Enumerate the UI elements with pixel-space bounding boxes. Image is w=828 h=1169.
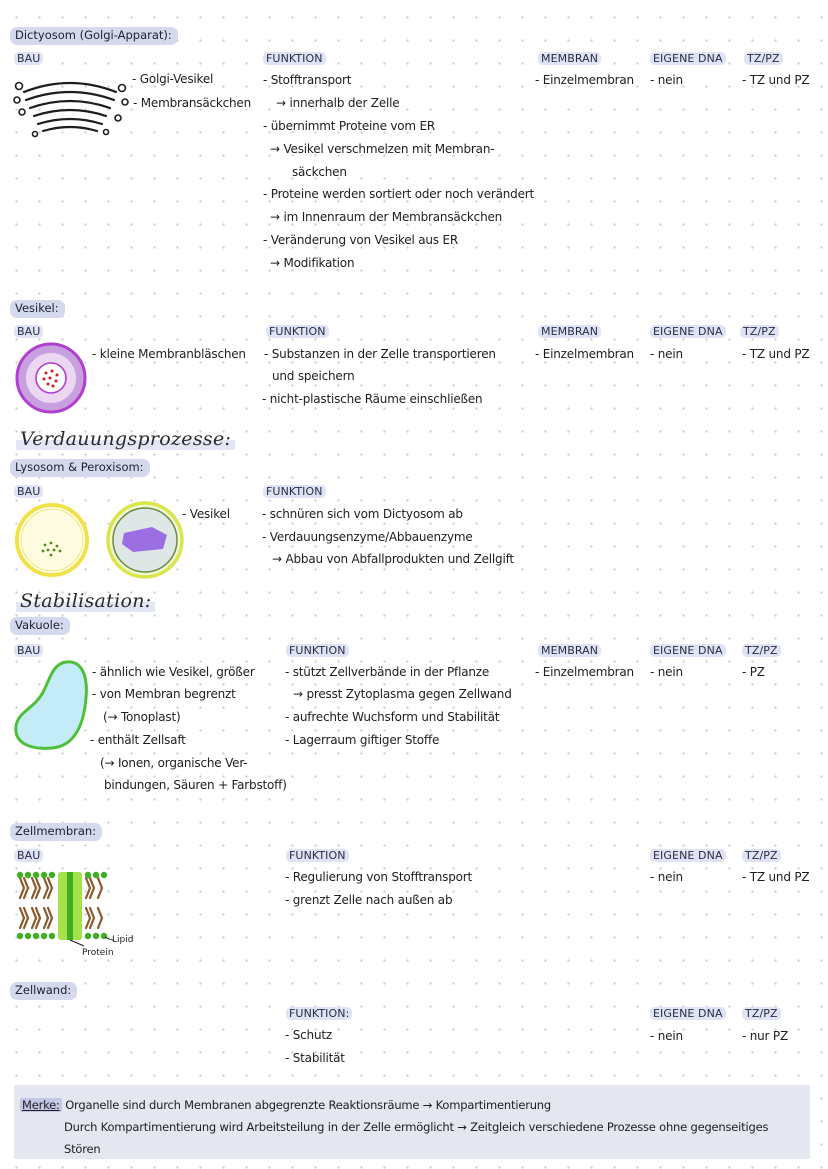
membran-header: MEMBRAN [538,644,601,658]
vakuole-bau-line: bindungen, Säuren + Farbstoff) [104,778,287,792]
vesikel-membran-value: - Einzelmembran [535,347,634,361]
vesikel-illustration [14,343,90,413]
vakuole-bau-line: - enthält Zellsaft [90,733,186,747]
vakuole-illustration [12,658,92,752]
zellwand-funktion-line: - Schutz [285,1028,332,1042]
dictyosom-funktion-line: - Proteine werden sortiert oder noch verändert [263,187,535,201]
tz-header: TZ/PZ [742,1007,781,1021]
lysosom-illustration [14,503,92,577]
bau-header: BAU [14,325,43,339]
funktion-header: FUNKTION [263,485,326,499]
zellmembran-funktion-line: - Regulierung von Stofftransport [285,870,472,884]
zellwand-dna-value: - nein [650,1029,683,1043]
peroxisom-illustration [105,501,187,579]
bau-header: BAU [14,52,43,66]
golgi-illustration [10,68,135,143]
section-title-dictyosom: Dictyosom (Golgi-Apparat): [10,27,178,45]
membran-header: MEMBRAN [538,325,601,339]
heading-verdauungsprozesse: Verdauungsprozesse: [16,428,235,450]
vakuole-bau-line: (→ Tonoplast) [103,710,181,724]
verdauung-funktion-line: - schnüren sich vom Dictyosom ab [262,507,463,521]
section-title-vakuole: Vakuole: [10,617,70,635]
dictyosom-funktion-line: → im Innenraum der Membransäckchen [270,210,503,224]
verdauung-funktion-line: → Abbau von Abfallprodukten und Zellgift [272,552,514,566]
section-title-vesikel: Vesikel: [10,300,65,318]
zellmembran-dna-value: - nein [650,870,683,884]
vesikel-funktion-line: - nicht-plastische Räume einschließen [262,392,483,406]
vakuole-bau-line: (→ Ionen, organische Ver- [100,756,248,770]
label-membransaeckchen: - Membransäckchen [133,96,252,110]
dna-header: EIGENE DNA [650,644,726,658]
vakuole-funktion-line: - stützt Zellverbände in der Pflanze [285,665,490,679]
zellwand-funktion-line: - Stabilität [285,1051,345,1065]
section-title-zellmembran: Zellmembran: [10,823,102,841]
funktion-header: FUNKTION [263,52,326,66]
dictyosom-funktion-line: → Modifikation [270,256,355,270]
funktion-header: FUNKTION [286,849,349,863]
tz-header: TZ/PZ [742,644,781,658]
dictyosom-membran-value: - Einzelmembran [535,73,634,87]
dictyosom-funktion-line: - übernimmt Proteine vom ER [263,119,436,133]
merke-line-3: Stören [64,1142,101,1156]
merke-text-1: Organelle sind durch Membranen abgegrenzte Reaktionsräume → Kompartimentierung [65,1098,551,1112]
label-protein: Protein [82,948,114,958]
vesikel-funktion-line: - Substanzen in der Zelle transportieren [264,347,496,361]
dictyosom-funktion-line: - Veränderung von Vesikel aus ER [263,233,458,247]
vesikel-tz-value: - TZ und PZ [742,347,810,361]
dictyosom-funktion-line: - Stofftransport [263,73,352,87]
dictyosom-dna-value: - nein [650,73,683,87]
vesikel-funktion-line: und speichern [272,369,355,383]
dna-header: EIGENE DNA [650,52,726,66]
vakuole-funktion-line: - aufrechte Wuchsform und Stabilität [285,710,500,724]
label-lipid: Lipid [112,935,134,945]
vakuole-bau-line: - ähnlich wie Vesikel, größer [92,665,255,679]
merke-label: Merke: [22,1098,60,1112]
vakuole-membran-value: - Einzelmembran [535,665,634,679]
dictyosom-tz-value: - TZ und PZ [742,73,810,87]
dna-header: EIGENE DNA [650,325,726,339]
dictyosom-funktion-line: säckchen [292,165,347,179]
zellmembran-funktion-line: - grenzt Zelle nach außen ab [285,893,453,907]
tz-header: TZ/PZ [744,52,783,66]
section-title-zellwand: Zellwand: [10,982,77,1000]
tz-header: TZ/PZ [740,325,779,339]
zellwand-tz-value: - nur PZ [742,1029,788,1043]
dna-header: EIGENE DNA [650,1007,726,1021]
membran-header: MEMBRAN [538,52,601,66]
label-vesikel: - Vesikel [182,507,230,521]
vakuole-bau-line: - von Membran begrenzt [92,687,236,701]
dictyosom-funktion-line: → Vesikel verschmelzen mit Membran- [270,142,495,156]
dictyosom-funktion-line: → innerhalb der Zelle [276,96,400,110]
tz-header: TZ/PZ [742,849,781,863]
bau-header: BAU [14,849,43,863]
verdauung-funktion-line: - Verdauungsenzyme/Abbauenzyme [262,530,473,544]
zellmembran-tz-value: - TZ und PZ [742,870,810,884]
merke-line-2: Durch Kompartimentierung wird Arbeitsteilung in der Zelle ermöglicht → Zeitgleich verschiedene Prozesse ohne gegenseitiges [64,1120,769,1134]
vakuole-tz-value: - PZ [742,665,765,679]
dna-header: EIGENE DNA [650,849,726,863]
bau-header: BAU [14,644,43,658]
vakuole-funktion-line: → presst Zytoplasma gegen Zellwand [293,687,512,701]
funktion-header: FUNKTION [286,644,349,658]
funktion-header: FUNKTION [266,325,329,339]
label-kleine-membranblaeschen: - kleine Membranbläschen [92,347,246,361]
vesikel-dna-value: - nein [650,347,683,361]
heading-stabilisation: Stabilisation: [16,590,155,612]
vakuole-funktion-line: - Lagerraum giftiger Stoffe [285,733,440,747]
vakuole-dna-value: - nein [650,665,683,679]
label-golgi-vesikel: - Golgi-Vesikel [132,72,214,86]
bau-header: BAU [14,485,43,499]
section-title-lysosom-peroxisom: Lysosom & Peroxisom: [10,459,150,477]
funktion-header: FUNKTION: [286,1007,352,1021]
zellmembran-illustration [12,870,112,946]
merke-line-1 [20,1097,551,1113]
